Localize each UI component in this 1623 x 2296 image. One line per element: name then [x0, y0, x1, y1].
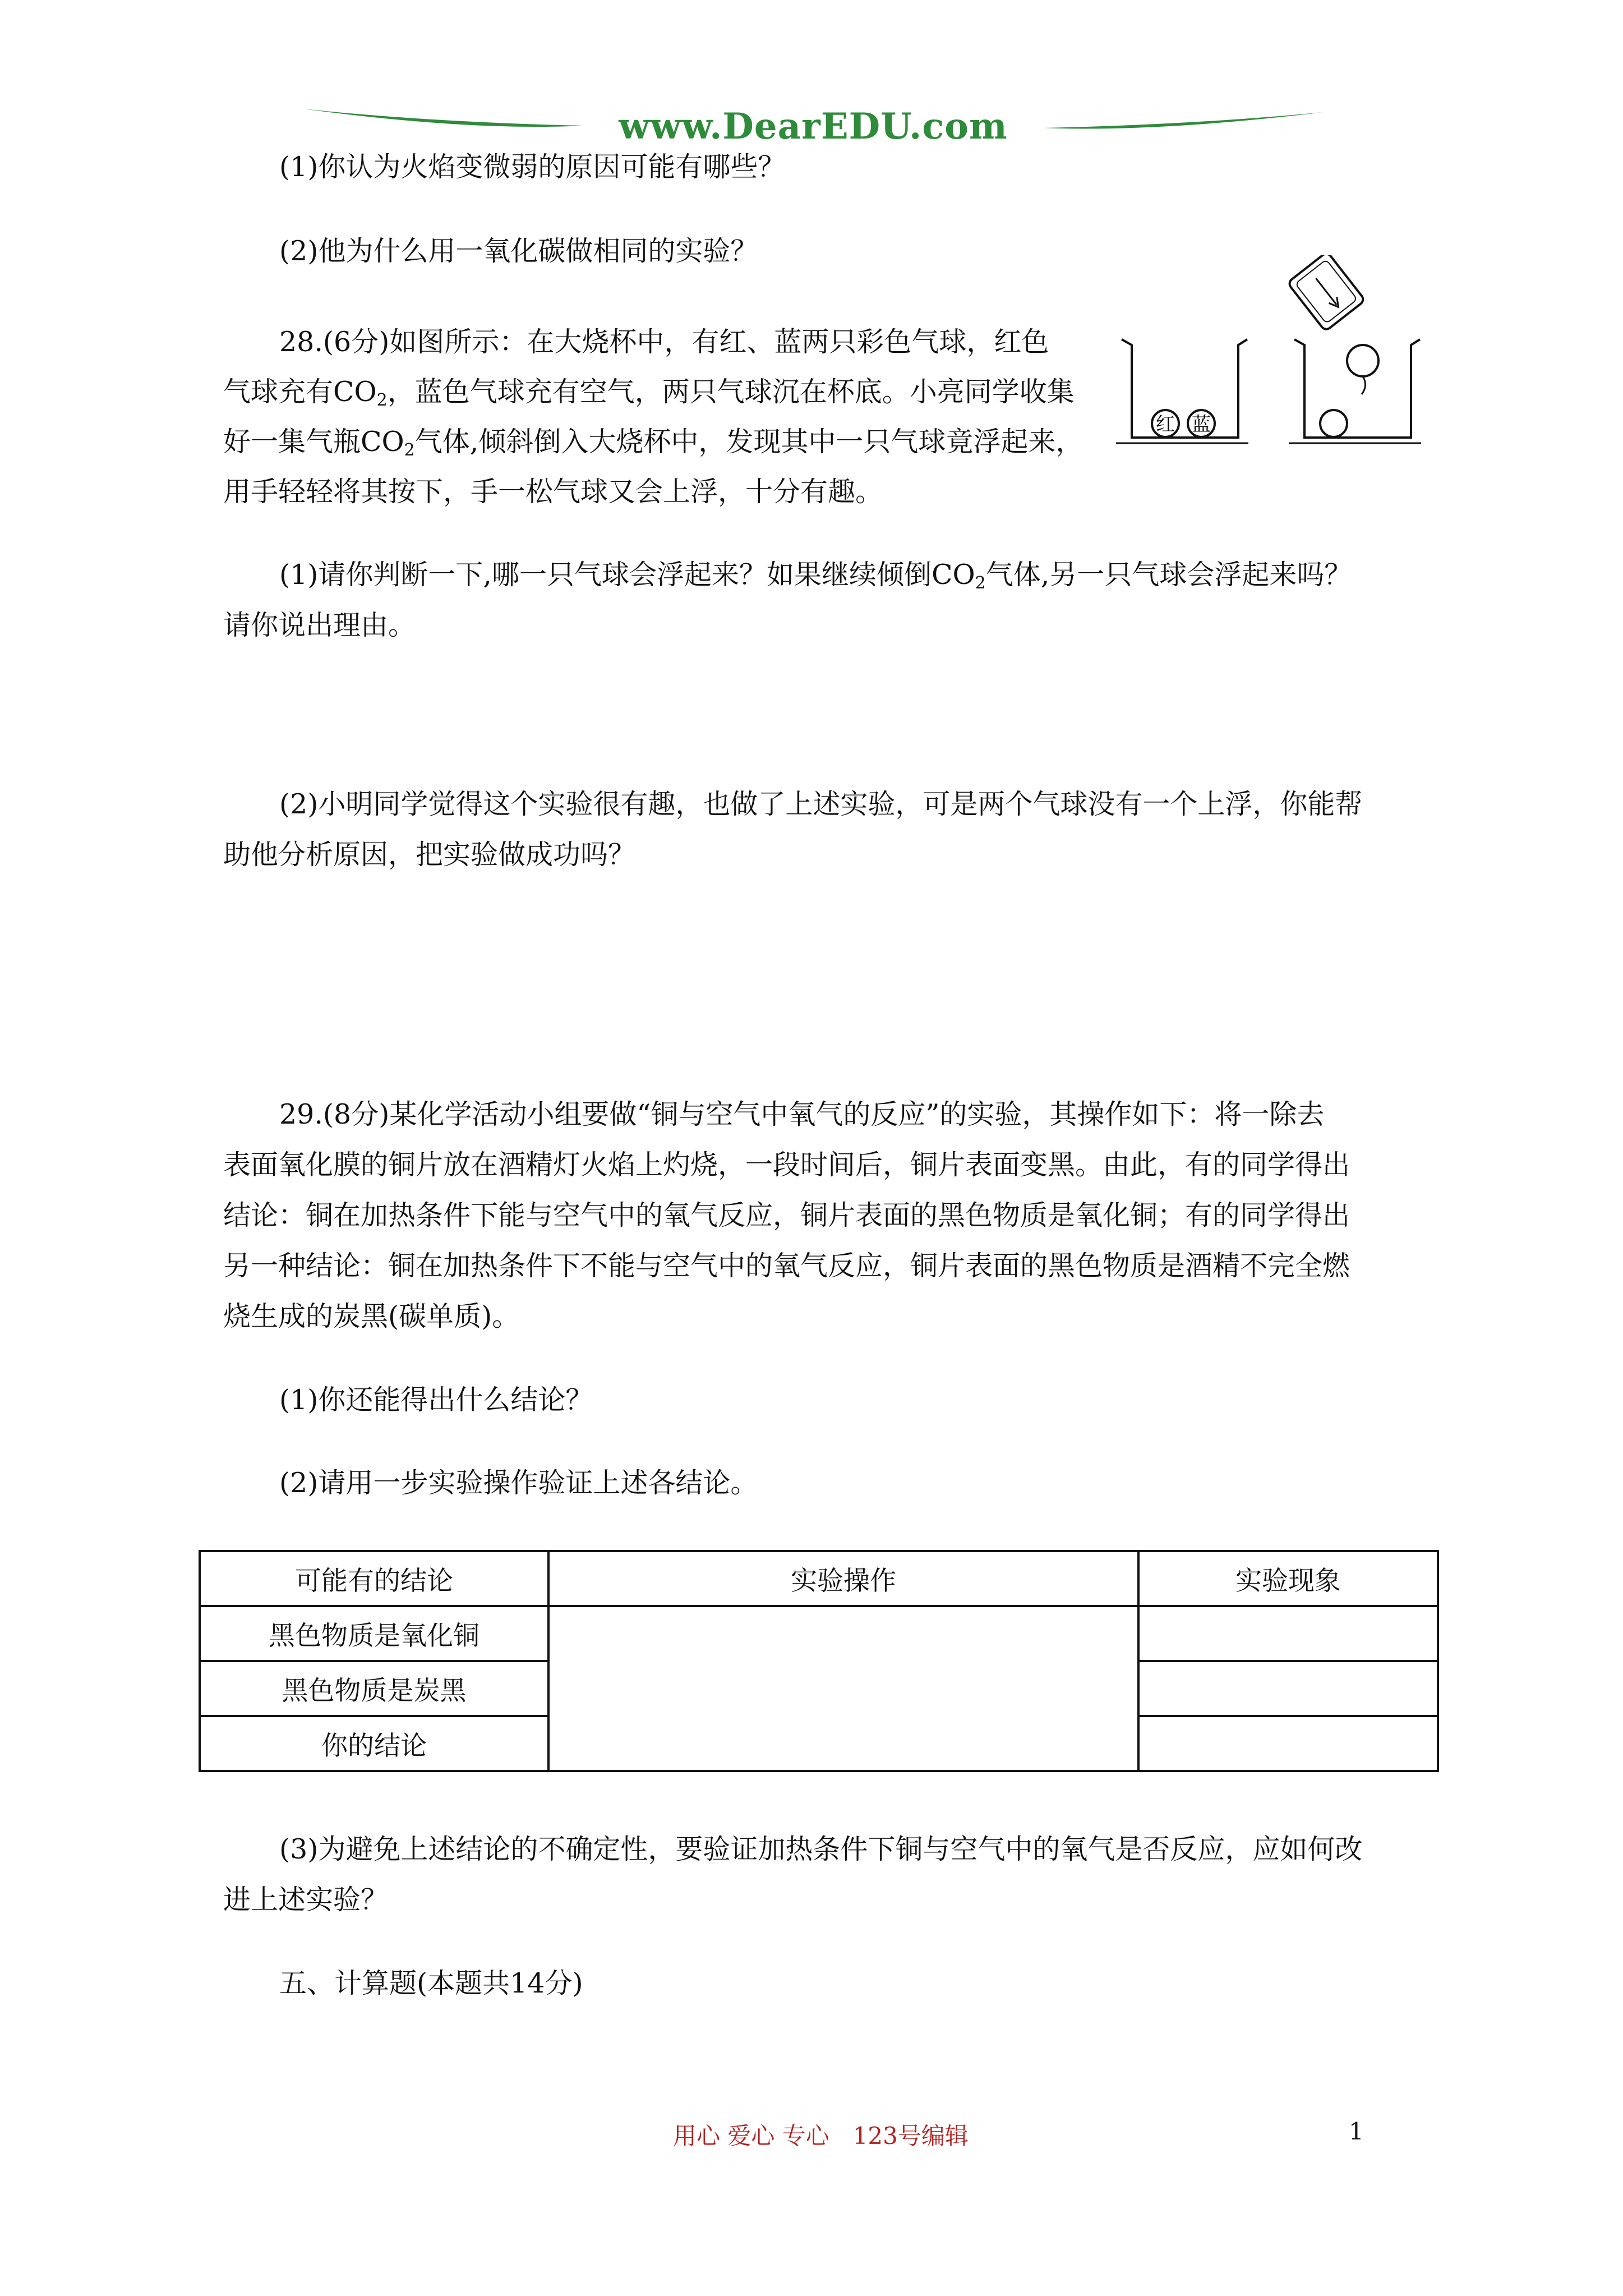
table-cell-conclusion: 你的结论: [200, 1716, 548, 1771]
q29-sub2: (2)请用一步实验操作验证上述各结论。: [279, 1467, 758, 1499]
gas-jar-icon: [1288, 255, 1366, 332]
table-cell-phenomenon-blank: [1138, 1606, 1438, 1661]
table-cell-phenomenon-blank: [1138, 1661, 1438, 1716]
table-header-row: [200, 1551, 1438, 1606]
q28-line4: 用手轻轻将其按下，手一松气球又会上浮，十分有趣。: [223, 476, 883, 508]
site-name: www.DearEDU.com: [619, 105, 1008, 148]
q27-sub2: (2)他为什么用一氧化碳做相同的实验？: [279, 235, 758, 267]
table-header-cell: 可能有的结论: [200, 1551, 548, 1606]
q29-sub3-line2: 进上述实验？: [223, 1884, 389, 1916]
blue-balloon-icon: [1188, 410, 1215, 437]
table-header-cell: 实验现象: [1138, 1551, 1438, 1606]
section5-title: 五、计算题(本题共14分): [279, 1967, 583, 1999]
q29-line5: 烧生成的炭黑(碳单质)。: [223, 1300, 520, 1332]
q29-sub3-line1: (3)为避免上述结论的不确定性，要验证加热条件下铜与空气中的氧气是否反应，应如何改: [279, 1833, 1363, 1865]
conclusion-table: [199, 1550, 1439, 1772]
floating-balloon-icon: [1347, 345, 1378, 394]
beaker-figure: [1116, 255, 1430, 452]
table-cell-operation-blank: [548, 1606, 1138, 1771]
q29-line1: 29.(8分)某化学活动小组要做“铜与空气中氧气的反应”的实验，其操作如下：将一除去: [279, 1098, 1325, 1130]
q29-line4: 另一种结论：铜在加热条件下不能与空气中的氧气反应，铜片表面的黑色物质是酒精不完全燃: [223, 1250, 1350, 1282]
red-balloon-icon: [1152, 410, 1179, 437]
table-row: [200, 1606, 1438, 1661]
q28-line3: 好一集气瓶$CO_2$气体,倾斜倒入大烧杯中，发现其中一只气球竟浮起来，: [223, 426, 1083, 460]
sunk-balloon-icon: [1320, 410, 1347, 437]
q29-sub1: (1)你还能得出什么结论？: [279, 1384, 593, 1416]
q29-line3: 结论：铜在加热条件下能与空气中的氧气反应，铜片表面的黑色物质是氧化铜；有的同学得出: [223, 1199, 1350, 1231]
q28-line2: 气球充有$CO_2$，蓝色气球充有空气，两只气球沉在杯底。小亮同学收集: [223, 376, 1075, 410]
table-cell-phenomenon-blank: [1138, 1716, 1438, 1771]
table-cell-conclusion: 黑色物质是炭黑: [200, 1661, 548, 1716]
q28-sub1-line1: (1)请你判断一下,哪一只气球会浮起来？如果继续倾倒$CO_2$气体,另一只气球会浮起来吗？: [279, 559, 1352, 593]
q28-sub2-line2: 助他分析原因，把实验做成功吗？: [223, 839, 636, 871]
page-number: 1: [1349, 2118, 1364, 2145]
site-header-logo: [303, 95, 1324, 151]
q28-line1: 28.(6分)如图所示：在大烧杯中，有红、蓝两只彩色气球，红色: [279, 326, 1049, 358]
blue-balloon-label: 蓝: [1192, 413, 1211, 436]
q29-line2: 表面氧化膜的铜片放在酒精灯火焰上灼烧，一段时间后，铜片表面变黑。由此，有的同学得出: [223, 1149, 1350, 1181]
table-header-cell: 实验操作: [548, 1551, 1138, 1606]
q27-sub1: (1)你认为火焰变微弱的原因可能有哪些？: [279, 151, 786, 183]
footer-text: 用心 爱心 专心 123号编辑: [673, 2122, 969, 2150]
q28-sub2-line1: (2)小明同学觉得这个实验很有趣，也做了上述实验，可是两个气球没有一个上浮，你能帮: [279, 788, 1363, 820]
red-balloon-label: 红: [1156, 413, 1175, 436]
q28-sub1-line2: 请你说出理由。: [223, 609, 416, 641]
left-beaker-icon: [1116, 339, 1248, 443]
table-cell-conclusion: 黑色物质是氧化铜: [200, 1606, 548, 1661]
